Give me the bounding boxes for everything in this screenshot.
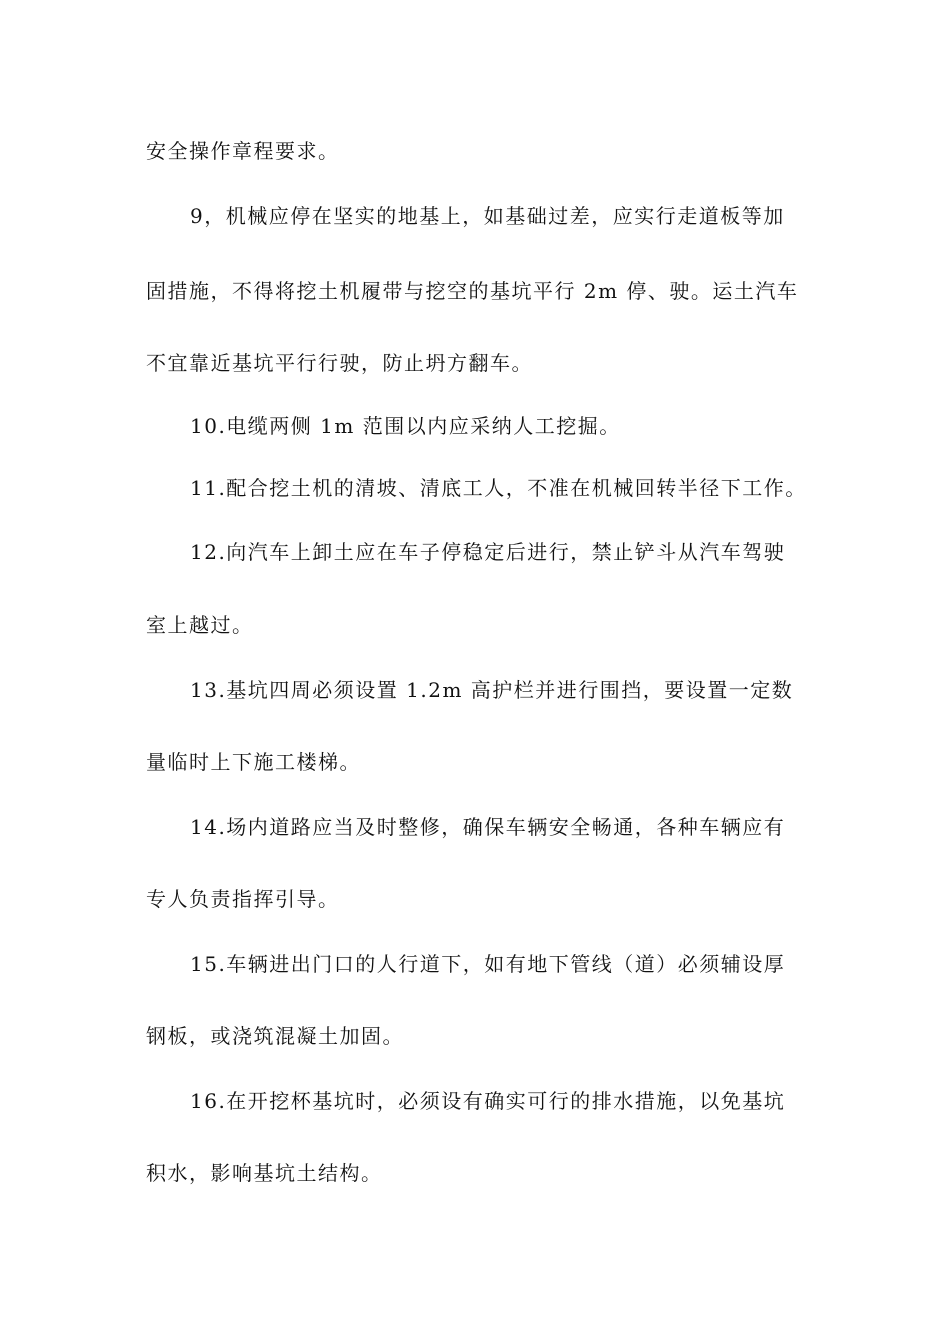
item-10-line-1: 10.电缆两侧 1m 范围以内应采纳人工挖掘。 (190, 414, 621, 438)
item-12-line-2: 室上越过。 (146, 613, 254, 637)
item-9-line-3: 不宜靠近基坑平行行驶，防止坍方翻车。 (146, 351, 533, 375)
item-16-line-2: 积水，影响基坑土结构。 (146, 1161, 383, 1185)
item-13-line-1: 13.基坑四周必须设置 1.2m 高护栏并进行围挡，要设置一定数 (190, 678, 794, 702)
item-13-line-2: 量临时上下施工楼梯。 (146, 750, 361, 774)
item-12-line-1: 12.向汽车上卸土应在车子停稳定后进行，禁止铲斗从汽车驾驶 (190, 540, 786, 564)
item-16-line-1: 16.在开挖杯基坑时，必须设有确实可行的排水措施，以免基坑 (190, 1089, 786, 1113)
text-line-1: 安全操作章程要求。 (146, 139, 340, 163)
item-15-line-1: 15.车辆进出门口的人行道下，如有地下管线（道）必须辅设厚 (190, 952, 786, 976)
item-9-line-1: 9，机械应停在坚实的地基上，如基础过差，应实行走道板等加 (190, 204, 785, 228)
item-15-line-2: 钢板，或浇筑混凝土加固。 (146, 1024, 404, 1048)
item-14-line-2: 专人负责指挥引导。 (146, 887, 340, 911)
item-9-line-2: 固措施，不得将挖土机履带与挖空的基坑平行 2m 停、驶。运土汽车 (146, 279, 799, 303)
item-14-line-1: 14.场内道路应当及时整修，确保车辆安全畅通，各种车辆应有 (190, 815, 786, 839)
item-11-line-1: 11.配合挖土机的清坡、清底工人，不准在机械回转半径下工作。 (190, 476, 807, 500)
